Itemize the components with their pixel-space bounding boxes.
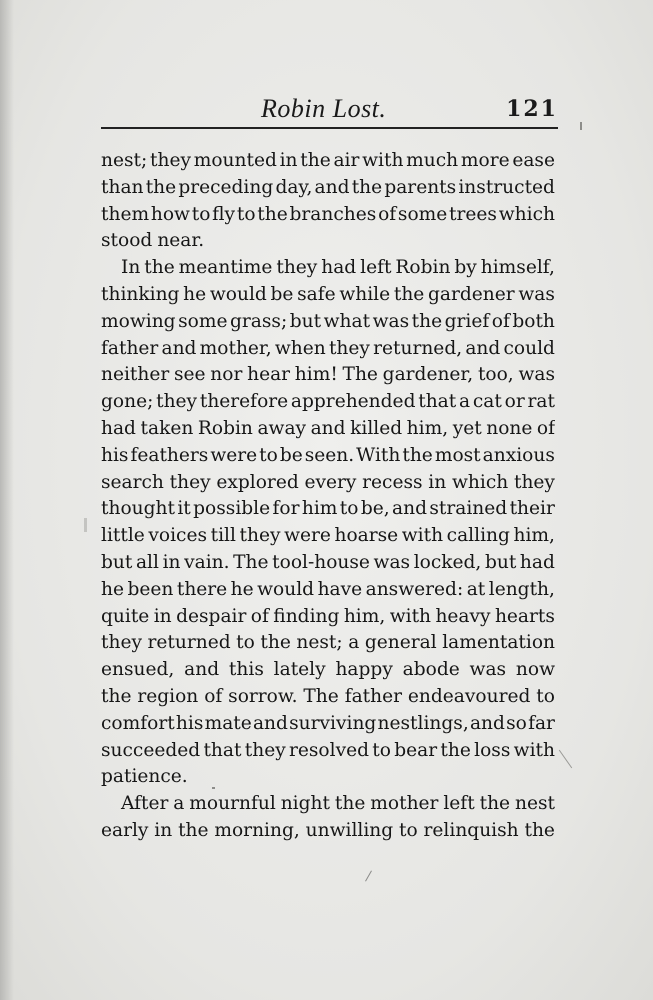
text-line: After a mournful night the mother left the nest (121, 793, 555, 815)
text-line: ensued, and this lately happy abode was now (101, 659, 555, 681)
text-line: little voices till they were hoarse with calling him, (101, 525, 555, 547)
text-line: mowing some grass; but what was the grief of both (101, 310, 555, 332)
paper-speck (365, 871, 372, 882)
text-line: succeeded that they resolved to bear the loss with (101, 739, 555, 761)
text-line: the region of sorrow. The father endeavoured to (101, 685, 555, 707)
text-line: thinking he would be safe while the gardener was (101, 283, 555, 305)
text-line: had taken Robin away and killed him, yet none of (101, 417, 555, 439)
text-line: neither see nor hear him! The gardener, too, was (101, 364, 555, 386)
text-line: comfort his mate and surviving nestlings, and so far (101, 712, 555, 734)
header-rule (101, 127, 558, 129)
text-line: his feathers were to be seen. With the most anxious (101, 444, 555, 466)
text-line: nest; they mounted in the air with much more ease (101, 150, 555, 171)
text-line: them how to fly to the branches of some trees which (101, 203, 555, 225)
text-line: stood near. (101, 230, 205, 252)
text-line: thought it possible for him to be, and strained their (101, 498, 555, 520)
binding-shadow (0, 0, 14, 1000)
page-number: 121 (506, 96, 558, 122)
text-line: but all in vain. The tool-house was locked, but had (101, 551, 555, 573)
text-line: gone; they therefore apprehended that a cat or rat (101, 391, 555, 413)
text-line: quite in despair of finding him, with heavy hearts (101, 605, 555, 627)
text-line: In the meantime they had left Robin by himself, (121, 257, 555, 279)
running-title: Robin Lost. (261, 94, 387, 123)
text-line: he been there he would have answered: at length, (101, 578, 555, 600)
paper-speck (84, 518, 87, 532)
text-line: father and mother, when they returned, and could (101, 337, 555, 359)
text-line: than the preceding day, and the parents instructed (101, 176, 555, 198)
text-line: early in the morning, unwilling to relinquish the (101, 819, 555, 841)
paper-speck (559, 750, 572, 769)
text-line: search they explored every recess in which they (101, 471, 555, 493)
text-line: patience. (101, 766, 188, 788)
text-line: they returned to the nest; a general lamentation (101, 632, 555, 654)
body-text (101, 148, 555, 845)
paper-speck (212, 787, 215, 789)
paper-speck (580, 122, 582, 130)
